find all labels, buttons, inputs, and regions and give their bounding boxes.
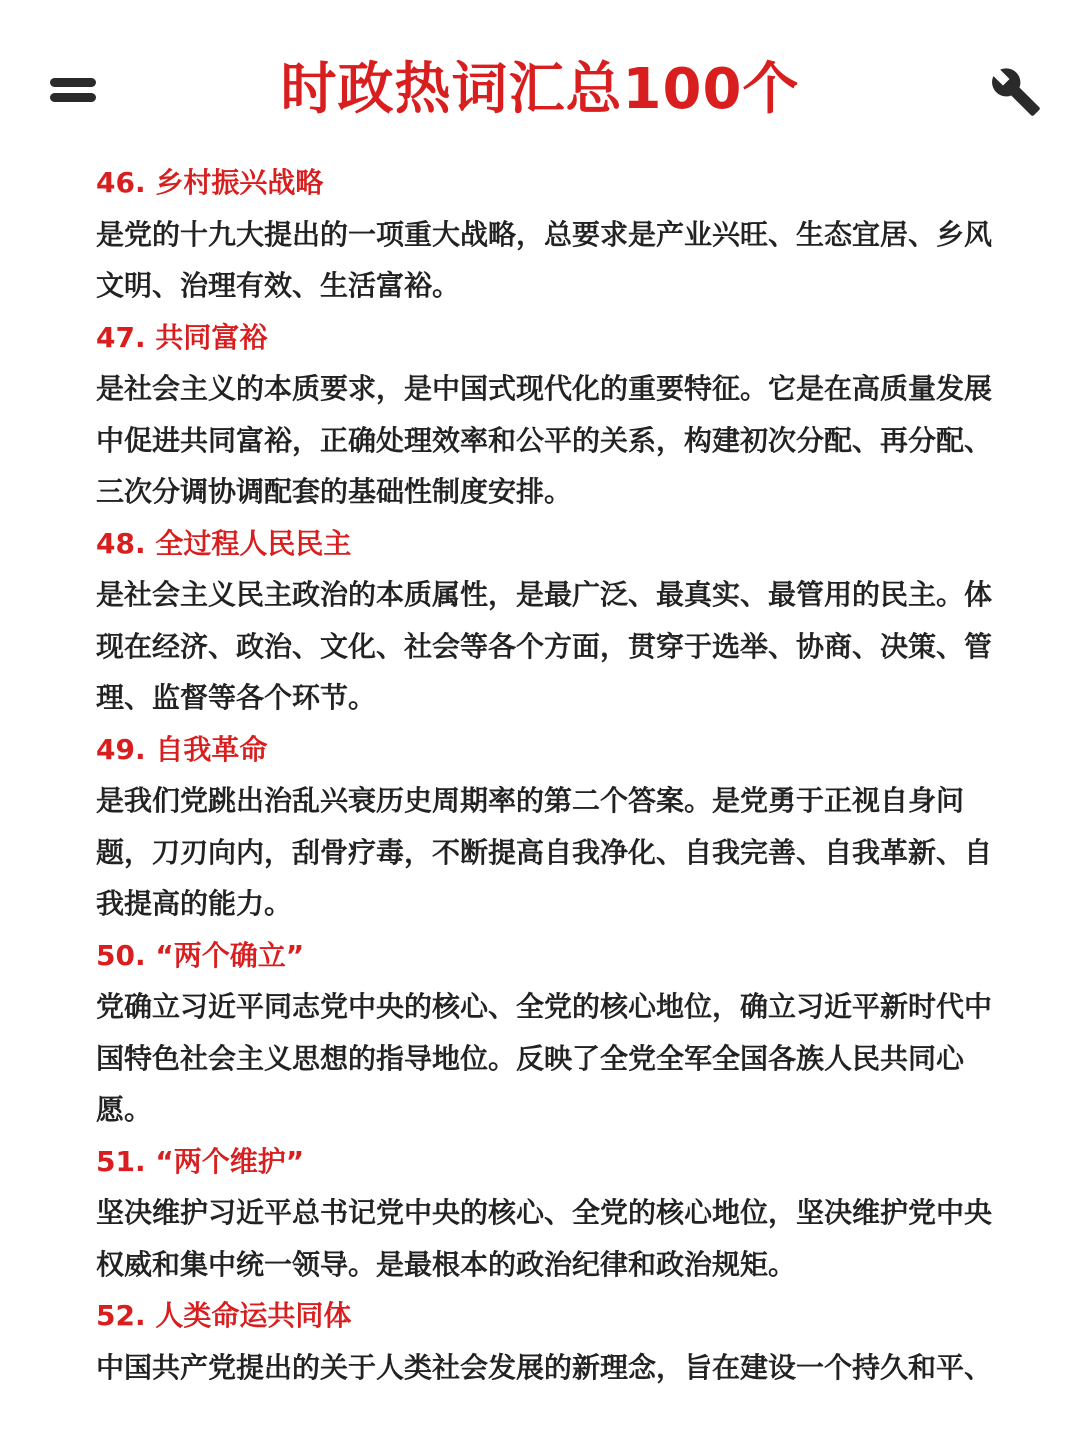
term-description: 是社会主义的本质要求，是中国式现代化的重要特征。它是在高质量发展中促进共同富裕，正确处理效率和公平的关系，构建初次分配、再分配、三次分调协调配套的基础性制度安排。	[96, 372, 993, 508]
list-item	[96, 724, 996, 930]
term-title: 50. “两个确立”	[96, 938, 305, 972]
term-description: 中国共产党提出的关于人类社会发展的新理念，旨在建设一个持久和平、	[96, 1350, 993, 1384]
header-bar	[0, 40, 1080, 140]
term-description: 党确立习近平同志党中央的核心、全党的核心地位，确立习近平新时代中国特色社会主义思想的指导地位。反映了全党全军全国各族人民共同心愿。	[96, 990, 993, 1126]
list-item	[96, 312, 996, 518]
term-description: 是我们党跳出治乱兴衰历史周期率的第二个答案。是党勇于正视自身问题，刀刃向内，刮骨疗毒，不断提高自我净化、自我完善、自我革新、自我提高的能力。	[96, 784, 993, 920]
list-item	[96, 930, 996, 1136]
page-title: 时政热词汇总100个	[280, 57, 800, 122]
term-description: 坚决维护习近平总书记党中央的核心、全党的核心地位，坚决维护党中央权威和集中统一领导。是最根本的政治纪律和政治规矩。	[96, 1196, 993, 1281]
list-item	[96, 518, 996, 724]
list-item	[96, 157, 996, 312]
term-description: 是社会主义民主政治的本质属性，是最广泛、最真实、最管用的民主。体现在经济、政治、文化、社会等各个方面，贯穿于选举、协商、决策、管理、监督等各个环节。	[96, 578, 993, 714]
list-item	[96, 1290, 996, 1393]
term-description: 是党的十九大提出的一项重大战略，总要求是产业兴旺、生态宜居、乡风文明、治理有效、生活富裕。	[96, 217, 993, 302]
term-title: 52. 人类命运共同体	[96, 1299, 352, 1332]
term-title: 46. 乡村振兴战略	[96, 166, 324, 199]
term-title: 47. 共同富裕	[96, 320, 268, 354]
term-title: 51. “两个维护”	[96, 1144, 305, 1178]
term-title: 49. 自我革命	[96, 732, 268, 766]
list-item	[96, 1136, 996, 1291]
term-title: 48. 全过程人民民主	[96, 526, 352, 560]
wrench-icon[interactable]	[990, 66, 1042, 118]
term-list	[96, 157, 996, 1393]
